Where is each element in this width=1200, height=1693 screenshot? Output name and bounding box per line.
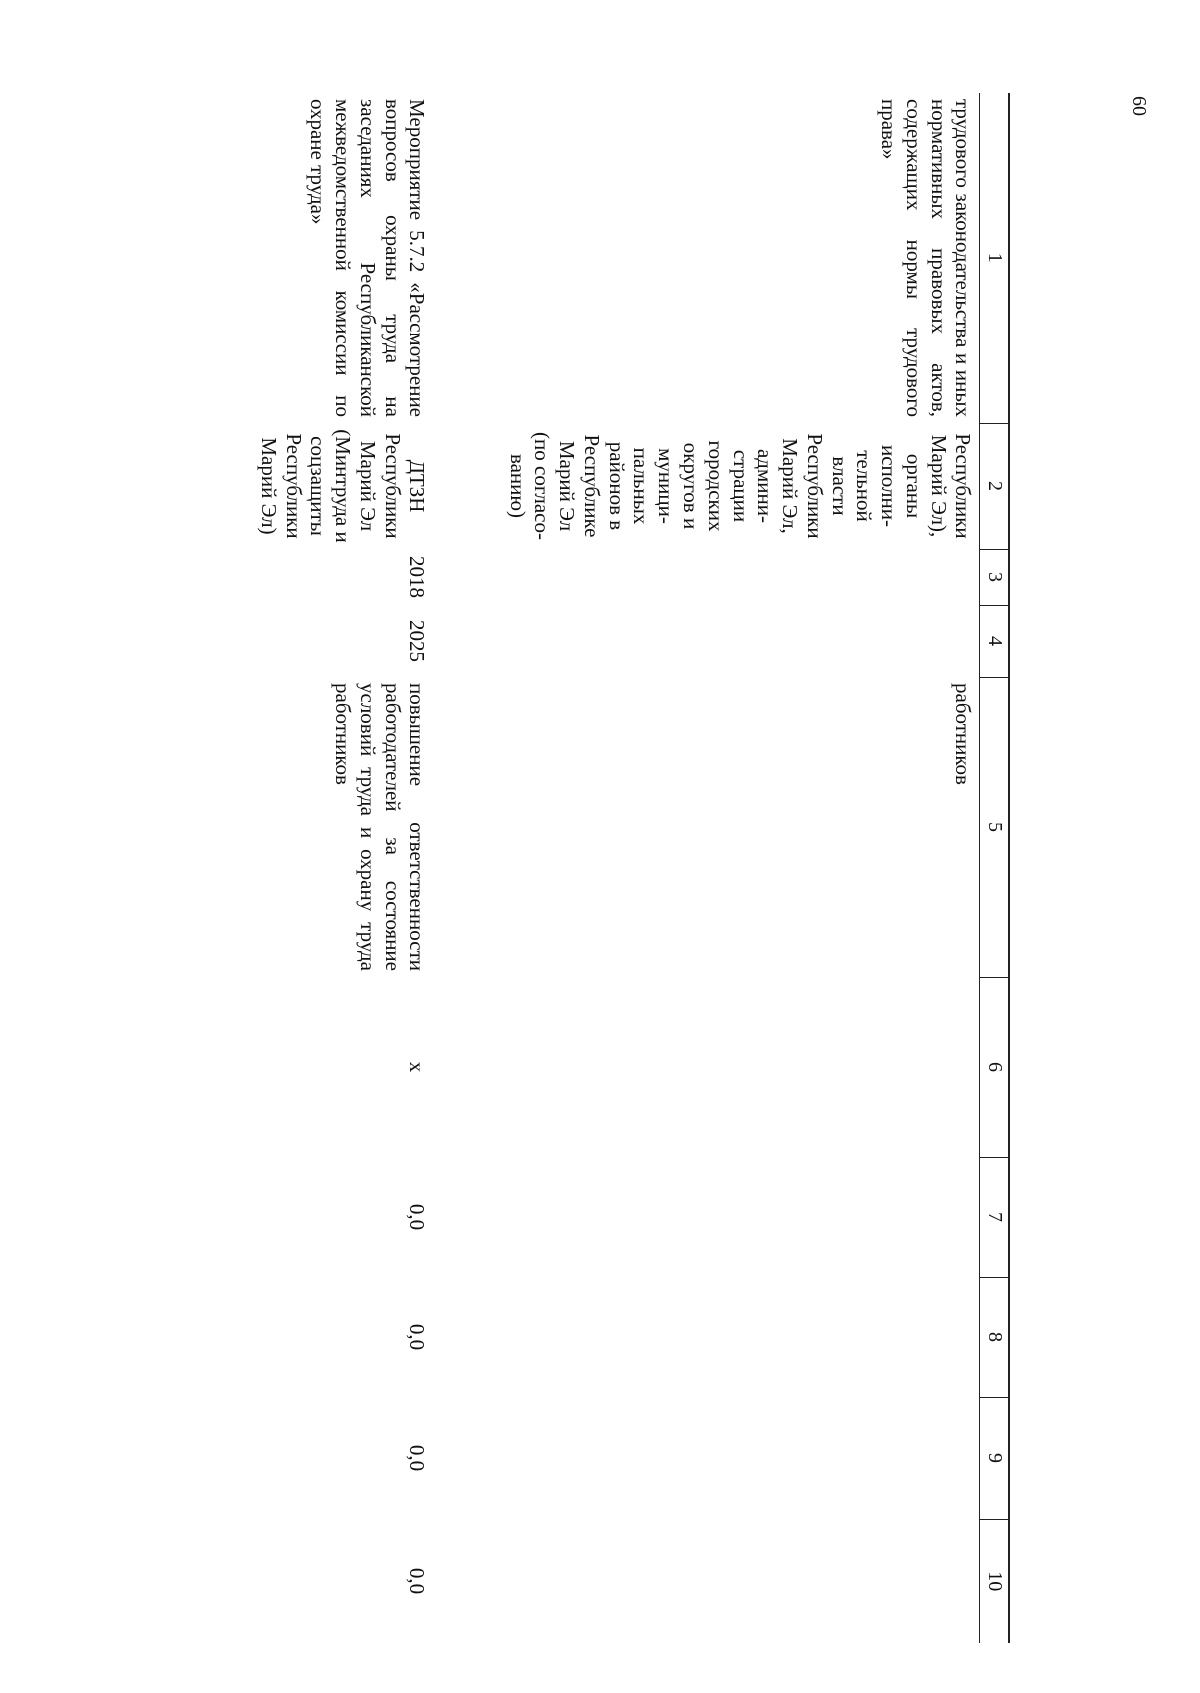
col-7-cell: 0,0 <box>405 1203 430 1231</box>
col-2-header: 2 <box>980 423 1009 549</box>
col-10-cell: 0,0 <box>405 1567 430 1595</box>
col-8-cell <box>451 1277 980 1397</box>
col-7-cell <box>451 1157 980 1277</box>
col-3-header: 3 <box>980 549 1009 605</box>
col-5-header: 5 <box>980 677 1009 977</box>
column-number-header <box>980 93 1009 1643</box>
end-year-cell: 2025 <box>405 620 430 662</box>
executor-cell: Республики Марий Эл), органы исполни-тельной власти Республики Марий Эл, админи-страции городских округов и муници-пальных районов в Республике Марий Эл (по согласо-ванию) <box>505 432 976 540</box>
col-6-cell <box>451 977 980 1157</box>
col-6-cell: х <box>405 1061 430 1073</box>
table-row <box>252 93 451 1643</box>
col-7-header: 7 <box>980 1157 1009 1277</box>
rotated-table-sheet <box>50 93 1010 1643</box>
col-10-cell <box>451 1519 980 1643</box>
col-8-cell: 0,0 <box>405 1323 430 1351</box>
measure-name-cell: трудового законодательства и иных нормативных правовых актов, содержащих нормы трудового права» <box>877 99 976 417</box>
expected-result-cell: повышение ответственности работодателей за состояние условий труда и охрану труда работников <box>331 683 430 971</box>
table-row <box>451 93 980 1643</box>
measure-name-cell: Мероприятие 5.7.2 «Рассмотрение вопросов охраны труда на заседаниях Республиканской межведомственной комиссии по охране труда» <box>306 99 430 417</box>
expected-result-cell: работников <box>951 683 976 785</box>
col-9-cell <box>451 1397 980 1519</box>
page-number: 60 <box>1128 96 1150 116</box>
col-8-header: 8 <box>980 1277 1009 1397</box>
col-9-header: 9 <box>980 1397 1009 1519</box>
start-year-cell: 2018 <box>405 556 430 598</box>
col-10-header: 10 <box>980 1519 1009 1643</box>
start-year-cell <box>451 549 980 605</box>
col-6-header: 6 <box>980 977 1009 1157</box>
col-4-header: 4 <box>980 605 1009 677</box>
measures-table <box>252 93 1010 1643</box>
end-year-cell <box>451 605 980 677</box>
executor-cell: ДТЗН Республики Марий Эл (Минтруда и соцзащиты Республики Марий Эл) <box>256 429 430 543</box>
col-1-header: 1 <box>980 93 1009 423</box>
col-9-cell: 0,0 <box>405 1444 430 1472</box>
